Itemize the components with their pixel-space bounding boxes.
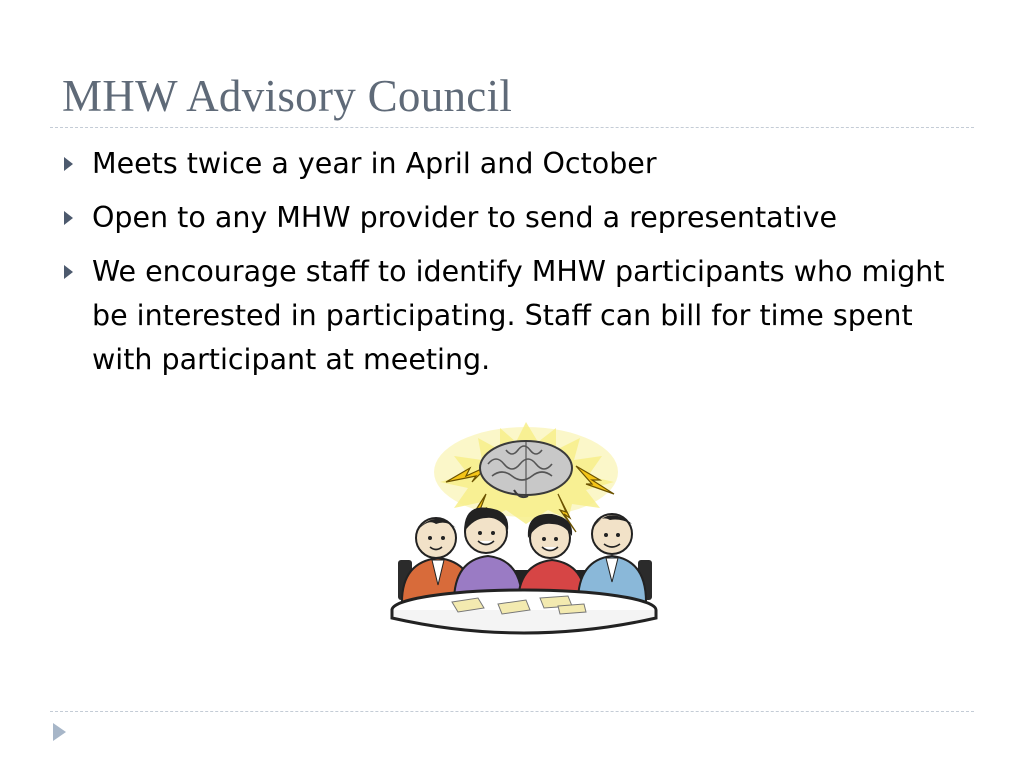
bullet-text: We encourage staff to identify MHW participants who might be interested in participating. Staff can bill for time spent with participant at meeting. [92,255,945,376]
footer-divider [50,711,974,712]
bullet-arrow-icon [64,157,73,171]
person-2 [454,508,522,603]
table-icon [392,590,656,633]
bullet-arrow-icon [64,265,73,279]
bullet-item [62,196,962,240]
bullet-item [62,250,962,382]
bullet-list [62,142,962,392]
bullet-text: Open to any MHW provider to send a representative [92,201,838,234]
bullet-text: Meets twice a year in April and October [92,147,657,180]
person-4 [578,514,646,602]
next-slide-arrow-icon[interactable] [53,723,66,741]
bullet-item [62,142,962,186]
title-divider [50,127,974,128]
slide-title: MHW Advisory Council [62,71,513,121]
meeting-brainstorm-illustration [388,420,660,635]
bullet-arrow-icon [64,211,73,225]
